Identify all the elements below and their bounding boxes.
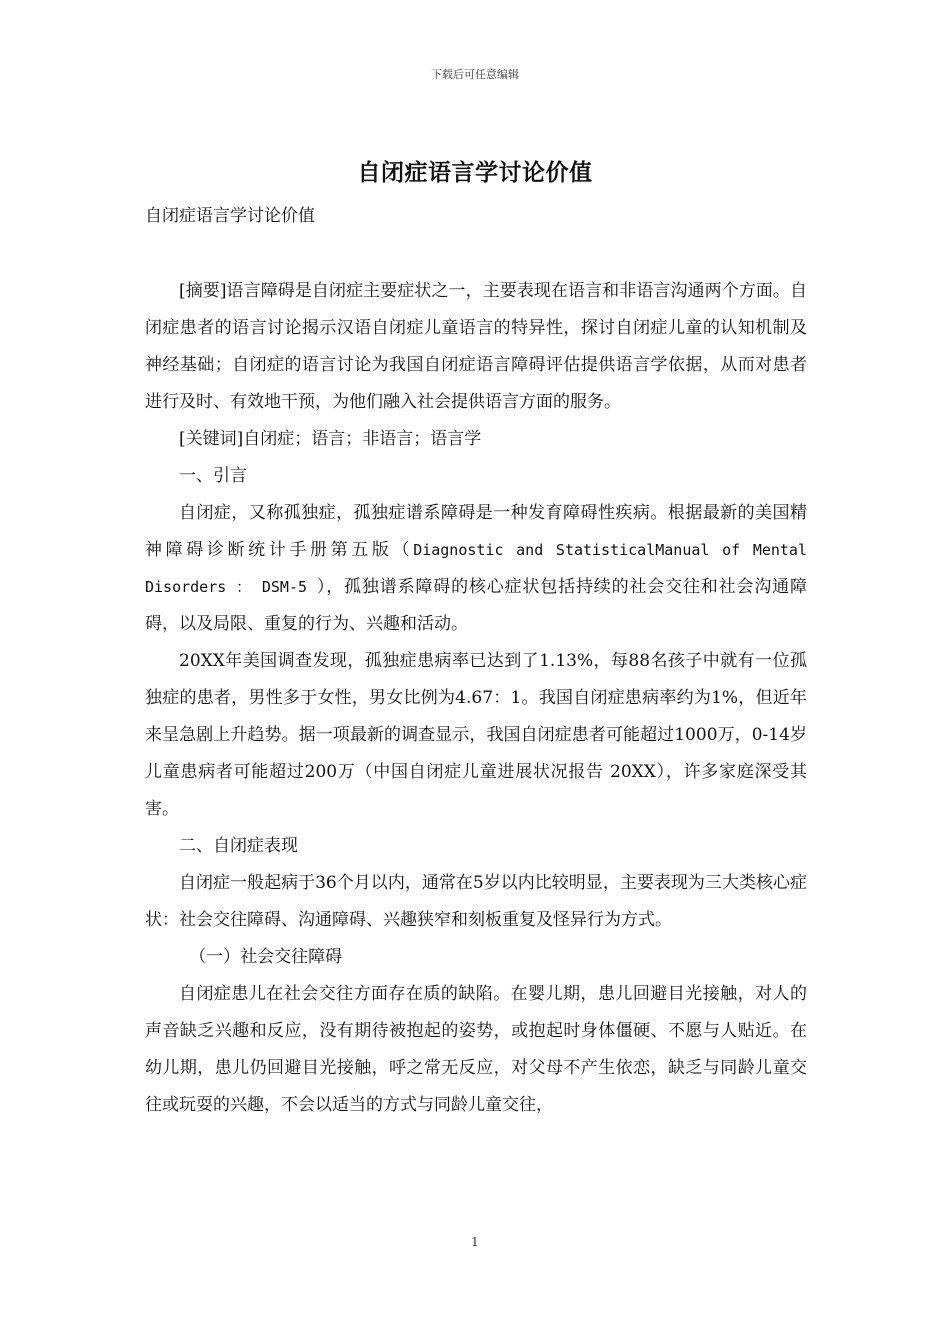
intro-text-part-1: 自闭症，又称孤独症，孤独症谱系障碍是一种发育障碍性疾病。根据最新的美国精神障碍诊断统计手册第五版（ [145, 503, 807, 560]
subsection-heading-social: （一）社会交往障碍 [189, 947, 343, 967]
document-subtitle: 自闭症语言学讨论价值 [145, 206, 315, 226]
section-heading-symptoms: 二、自闭症表现 [179, 836, 298, 856]
document-body [145, 273, 807, 1124]
section-heading-introduction: 一、引言 [179, 466, 247, 486]
document-title: 自闭症语言学讨论价值 [357, 159, 593, 186]
symptoms-paragraph-1: 自闭症一般起病于36个月以内，通常在5岁以内比较明显，主要表现为三大类核心症状：社会交往障碍、沟通障碍、兴趣狭窄和刻板重复及怪异行为方式。 [145, 873, 807, 930]
intro-manual-title: Diagnostic and StatisticalManual of Mental Disorders ： DSM-5 [145, 541, 807, 596]
page-number: 1 [471, 1235, 479, 1249]
intro-paragraph-2: 20XX年美国调查发现，孤独症患病率已达到了1.13%，每88名孩子中就有一位孤独症的患者，男性多于女性，男女比例为4.67：1。我国自闭症患病率约为1%，但近年来呈急剧上升趋势。据一项最新的调查显示，我国自闭症患者可能超过1000万，0-14岁儿童患病者可能超过200万（中国自闭症儿童进展状况报告 20XX），许多家庭深受其害。 [145, 651, 807, 819]
header-note: 下载后可任意编辑 [431, 68, 519, 81]
intro-text-part-2: ），孤独谱系障碍的核心症状包括持续的社会交往和社会沟通障碍，以及局限、重复的行为、兴趣和活动。 [145, 577, 807, 634]
intro-paragraph-1 [145, 495, 807, 643]
keywords-paragraph: [关键词]自闭症；语言；非语言；语言学 [179, 429, 482, 449]
abstract-paragraph: [摘要]语言障碍是自闭症主要症状之一，主要表现在语言和非语言沟通两个方面。自闭症患者的语言讨论揭示汉语自闭症儿童语言的特异性，探讨自闭症儿童的认知机制及神经基础；自闭症的语言讨论为我国自闭症语言障碍评估提供语言学依据，从而对患者进行及时、有效地干预，为他们融入社会提供语言方面的服务。 [145, 281, 807, 412]
social-paragraph-1: 自闭症患儿在社会交往方面存在质的缺陷。在婴儿期，患儿回避目光接触，对人的声音缺乏兴趣和反应，没有期待被抱起的姿势，或抱起时身体僵硬、不愿与人贴近。在幼儿期，患儿仍回避目光接触，呼之常无反应，对父母不产生依恋，缺乏与同龄儿童交往或玩耍的兴趣，不会以适当的方式与同龄儿童交往， [145, 984, 807, 1115]
